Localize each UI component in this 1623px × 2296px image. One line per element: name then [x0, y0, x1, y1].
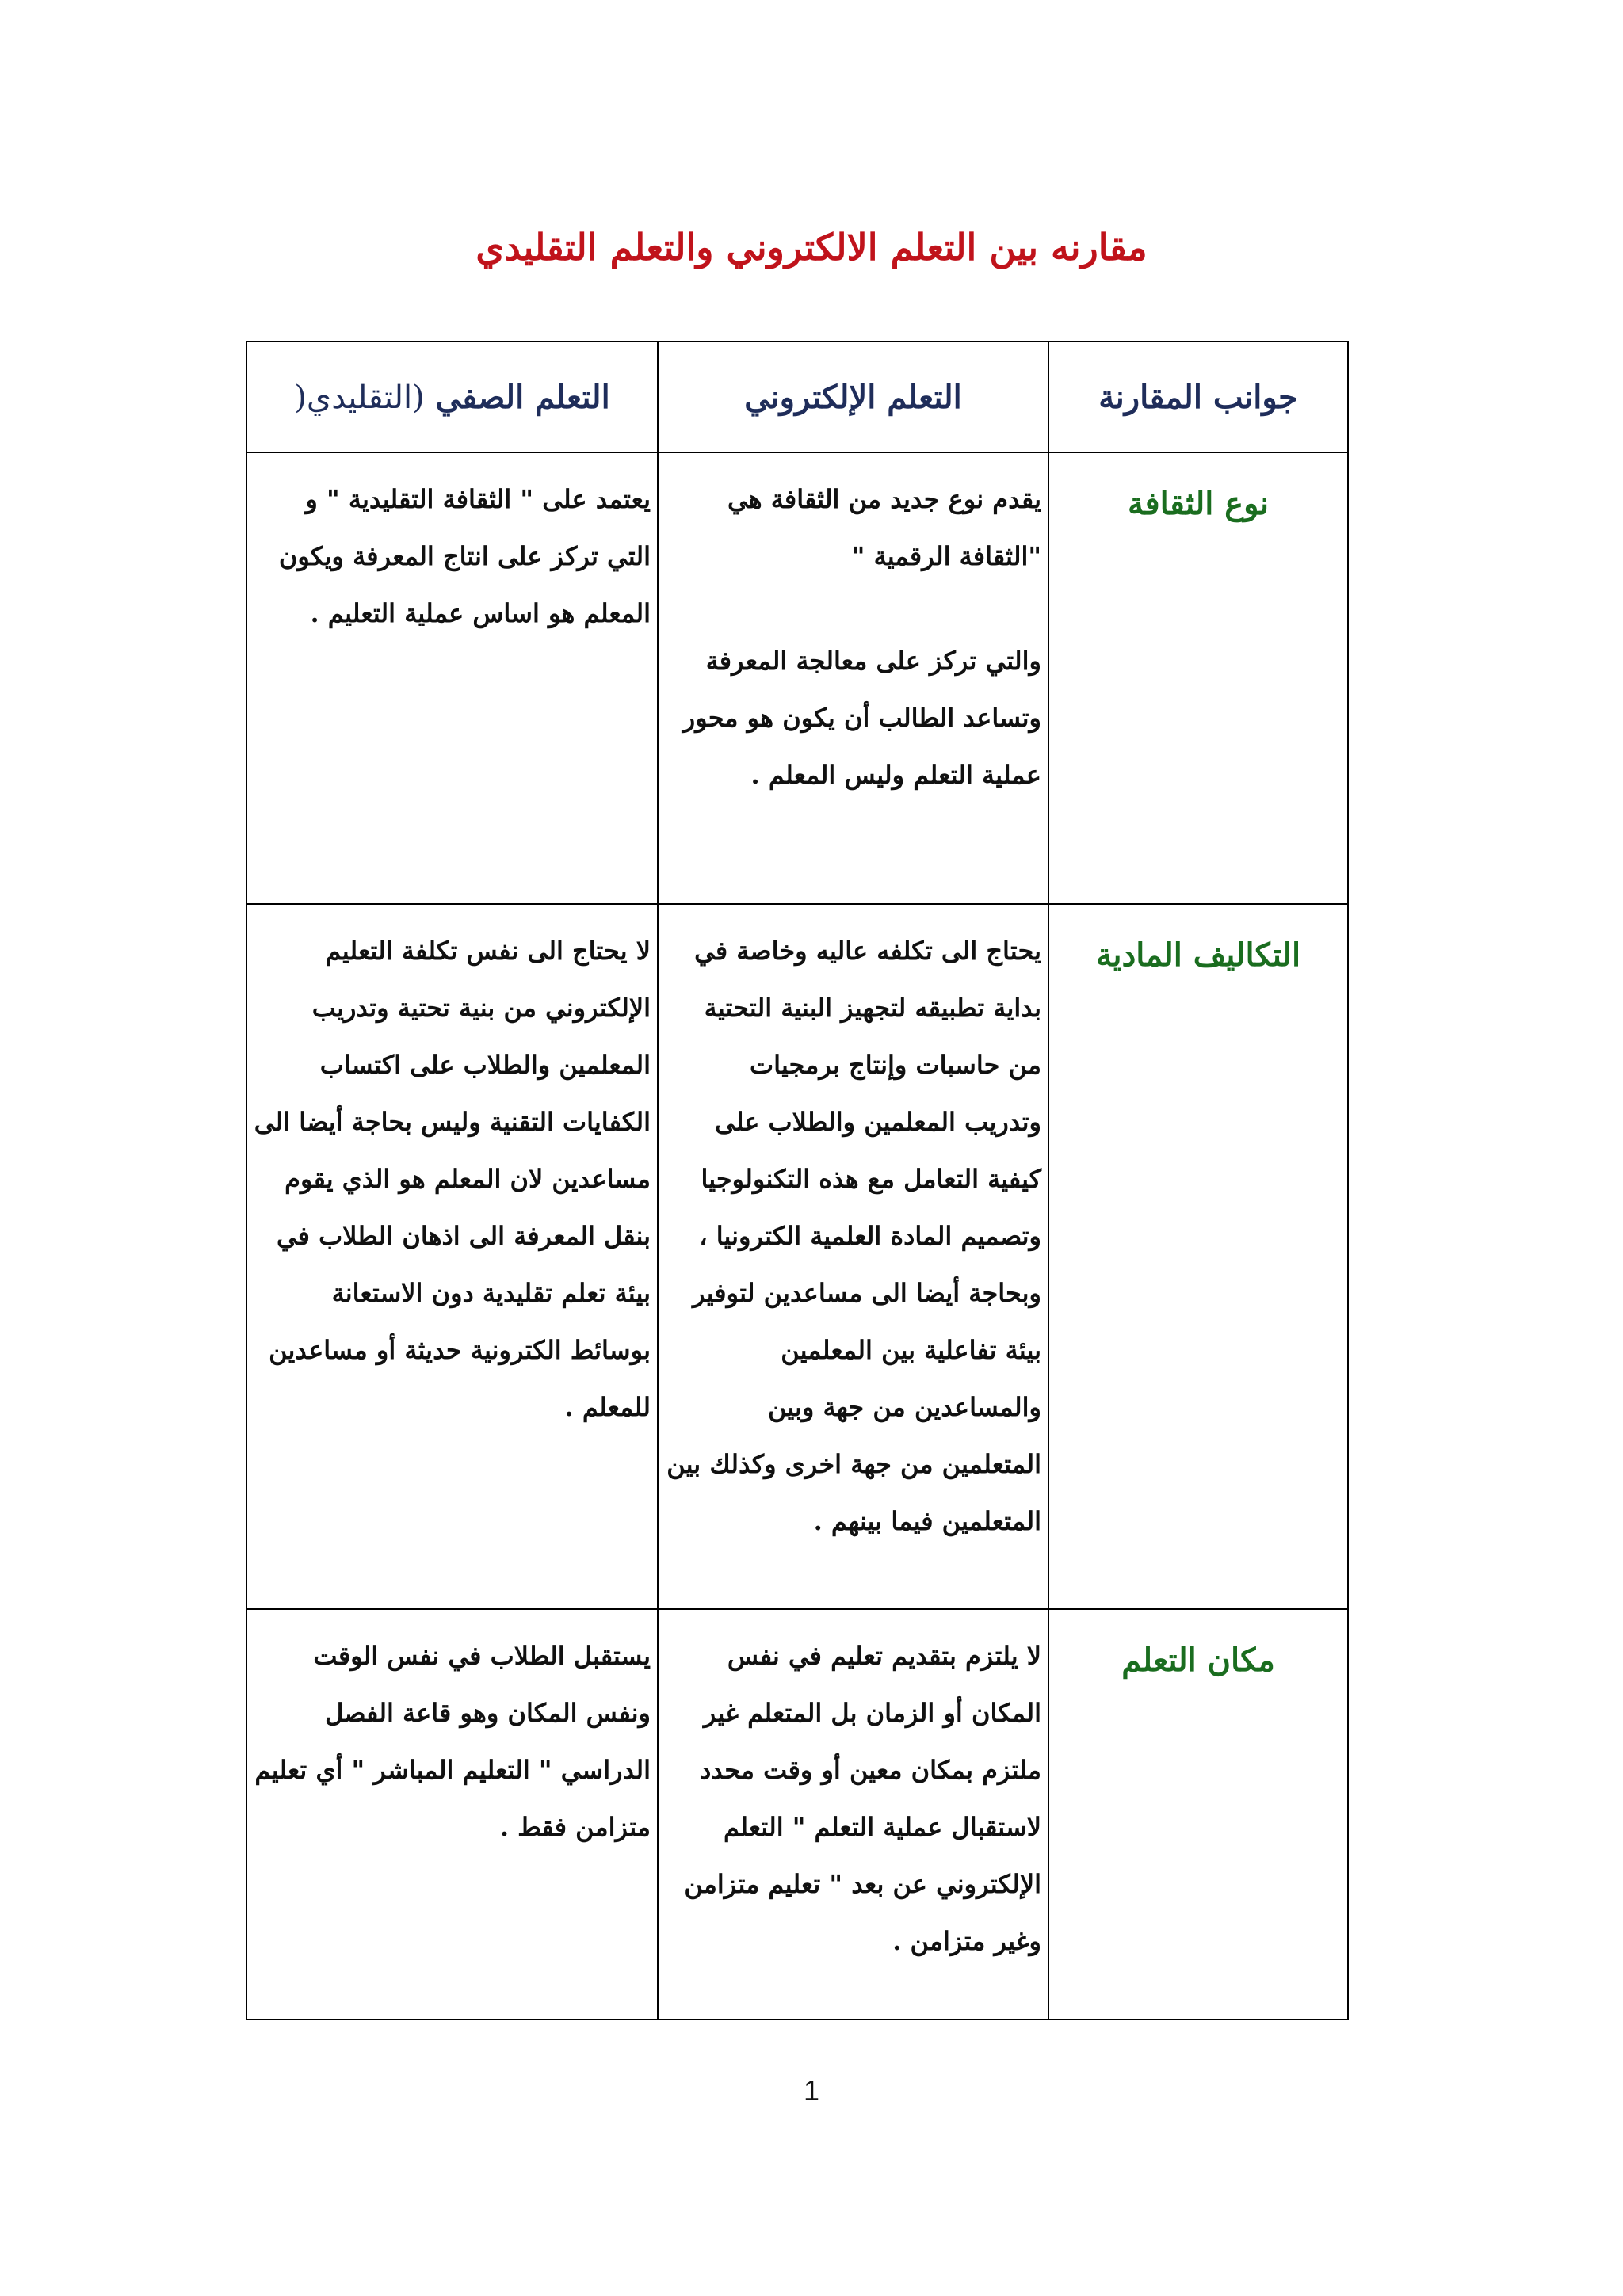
cell-paragraph: يعتمد على " الثقافة التقليدية " و التي تركز على انتاج المعرفة ويكون المعلم هو اساس عملية التعليم .: [278, 484, 651, 628]
cell-paragraph: والتي تركز على معالجة المعرفة وتساعد الطالب أن يكون هو محور عملية التعلم وليس المعلم .: [682, 646, 1041, 790]
header-aspect: جوانب المقارنة: [1048, 341, 1348, 452]
header-classroom: [246, 341, 658, 452]
header-elearning: التعلم الإلكتروني: [658, 341, 1048, 452]
cell-paragraph: يستقبل الطلاب في نفس الوقت ونفس المكان وهو قاعة الفصل الدراسي " التعليم المباشر " أي تعليم متزامن فقط .: [254, 1641, 651, 1842]
table-row: [246, 1609, 1348, 2019]
page-number: 1: [803, 2074, 820, 2107]
aspect-cell: [1048, 904, 1348, 1609]
header-classroom-paren: (التقليدي(: [294, 379, 425, 416]
aspect-cell: [1048, 1609, 1348, 2019]
comparison-table: [246, 341, 1349, 2020]
table-row: [246, 452, 1348, 904]
elearning-cell: [658, 1609, 1048, 2019]
elearning-cell: [658, 904, 1048, 1609]
table-header-row: [246, 341, 1348, 452]
cell-paragraph: يحتاج الى تكلفه عاليه وخاصة في بداية تطبيقه لتجهيز البنية التحتية من حاسبات وإنتاج برمجيات وتدريب المعلمين والطلاب على كيفية التعامل مع هذه التكنولوجيا وتصميم المادة العلمية الكترونيا ، وبحاجة أيضا الى مساعدين لتوفير بيئة تفاعلية بين المعلمين والمساعدين من جهة وبين المتعلمين من جهة اخرى وكذلك بين المتعلمين فيما بينهم .: [666, 936, 1041, 1536]
elearning-cell: [658, 452, 1048, 904]
aspect-label: مكان التعلم: [1121, 1642, 1275, 1679]
cell-paragraph: لا يحتاج الى نفس تكلفة التعليم الإلكتروني من بنية تحتية وتدريب المعلمين والطلاب على اكتساب الكفايات التقنية وليس بحاجة أيضا الى مساعدين لان المعلم هو الذي يقوم بنقل المعرفة الى اذهان الطلاب في بيئة تعلم تقليدية دون الاستعانة بوسائط الكترونية حديثة أو مساعدين للمعلم .: [254, 936, 651, 1422]
classroom-cell: [246, 452, 658, 904]
cell-paragraph: يقدم نوع جديد من الثقافة هي "الثقافة الرقمية ": [727, 484, 1041, 571]
table-row: [246, 904, 1348, 1609]
cell-paragraph: لا يلتزم بتقديم تعليم في نفس المكان أو الزمان بل المتعلم غير ملتزم بمكان معين أو وقت محدد لاستقبال عملية التعلم " التعلم الإلكتروني عن بعد " تعليم متزامن وغير متزامن .: [684, 1641, 1041, 1956]
aspect-label: التكاليف المادية: [1095, 936, 1301, 974]
aspect-cell: [1048, 452, 1348, 904]
page-title: مقارنه بين التعلم الالكتروني والتعلم التقليدي: [475, 226, 1148, 269]
classroom-cell: [246, 1609, 658, 2019]
aspect-label: نوع الثقافة: [1128, 485, 1269, 522]
header-classroom-label: التعلم الصفي: [435, 378, 610, 416]
classroom-cell: [246, 904, 658, 1609]
